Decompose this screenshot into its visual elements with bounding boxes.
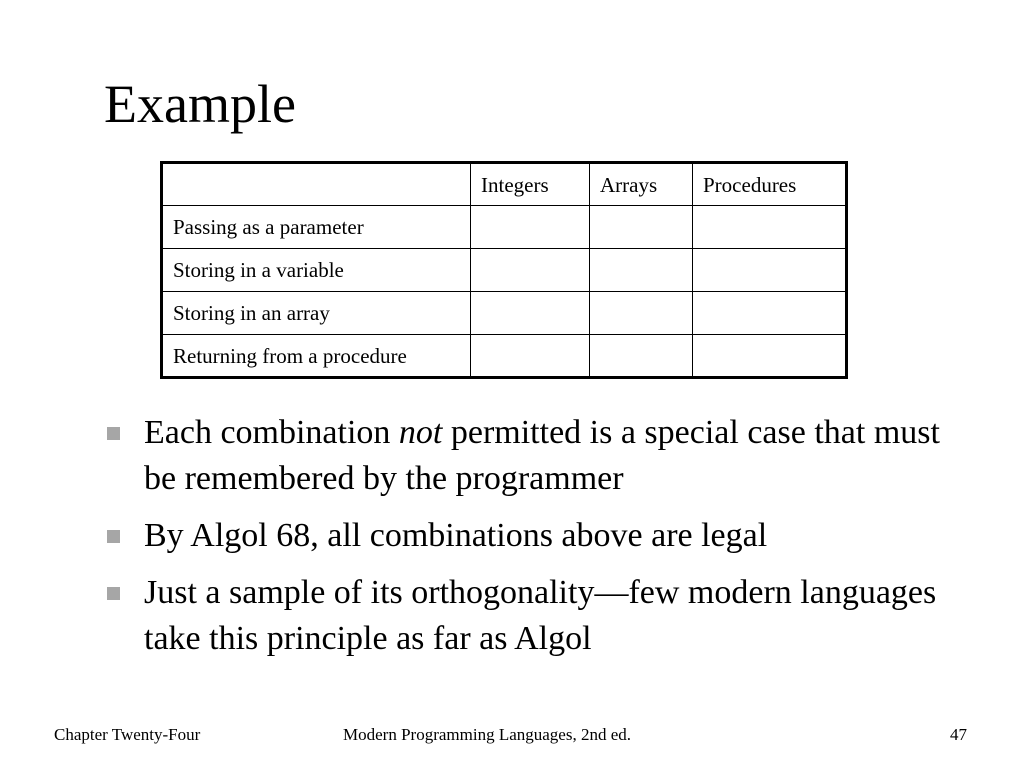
bullet-list [100,410,940,673]
table-row [162,335,847,378]
table-cell [693,335,847,378]
bullet-text-before: Each combination [144,414,399,451]
table-row [162,292,847,335]
table-cell [693,206,847,249]
table-row-label: Storing in a variable [162,249,471,292]
table-header-cell [162,163,471,206]
bullet-item [100,513,940,559]
slide-title: Example [104,74,296,134]
square-bullet-icon [107,587,120,600]
table-row [162,206,847,249]
table-cell [693,292,847,335]
table-header-cell: Procedures [693,163,847,206]
table-row-label: Returning from a procedure [162,335,471,378]
bullet-text: By Algol 68, all combinations above are legal [144,517,768,554]
table-cell [590,335,693,378]
bullet-text: Just a sample of its orthogonality—few modern languages take this principle as far as Algol [144,574,937,657]
table-header-row [162,163,847,206]
page-number: 47 [950,725,967,744]
table-row [162,249,847,292]
table-row-label: Passing as a parameter [162,206,471,249]
bullet-item [100,570,940,662]
bullet-text-after: permitted is a special case that must be remembered by the programmer [144,414,940,497]
table-header-cell: Arrays [590,163,693,206]
footer-book-title: Modern Programming Languages, 2nd ed. [343,725,631,744]
table-header-cell: Integers [471,163,590,206]
square-bullet-icon [107,530,120,543]
feature-table [160,161,848,379]
bullet-item [100,410,940,502]
table-cell [590,206,693,249]
table-cell [590,249,693,292]
table-cell [471,206,590,249]
footer-chapter: Chapter Twenty-Four [54,725,201,744]
table-cell [590,292,693,335]
table-cell [471,249,590,292]
emphasis-text: not [398,414,443,451]
table-cell [471,292,590,335]
table-cell [471,335,590,378]
table-cell [693,249,847,292]
square-bullet-icon [107,427,120,440]
table-row-label: Storing in an array [162,292,471,335]
